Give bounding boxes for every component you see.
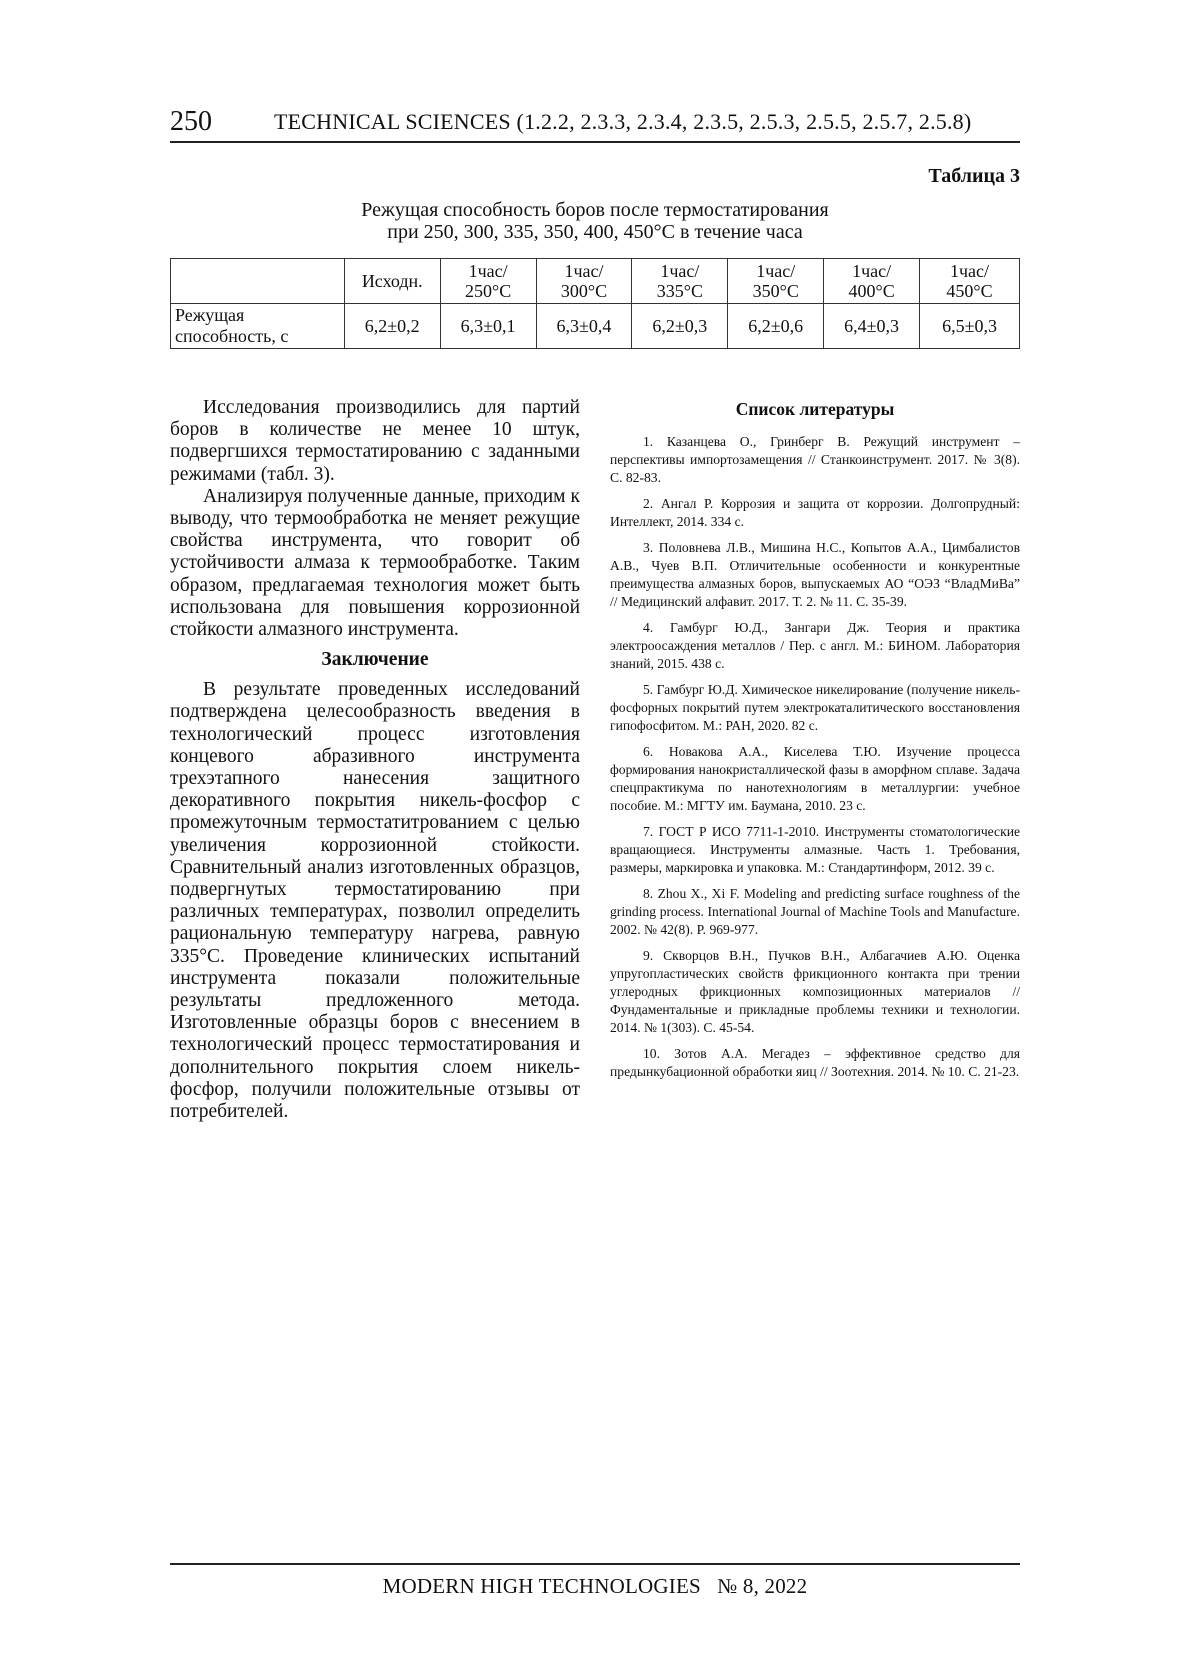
table-cell: 6,2±0,6 xyxy=(728,304,824,349)
column-header: Исходн. xyxy=(344,259,440,304)
left-column xyxy=(170,397,580,1123)
reference-item: 6. Новакова А.А., Киселева Т.Ю. Изучение процесса формирования нанокристаллической фазы в аморфном сплаве. Задача спецпрактикума по нанотехнологиям в металлургии: учебное пособие. М.: МГТУ им. Баумана, 2010. 23 с. xyxy=(610,744,1020,813)
paragraph: В результате проведенных исследований подтверждена целесообразность введения в технологический процесс изготовления концевого абразивного инструмента трехэтапного нанесения защитного декоративного покрытия никель-фосфор с промежуточным термостатитрованием с целью увеличения коррозионной стойкости. Сравнительный анализ изготовленных образцов, подвергнутых термостатированию при различных температурах, позволил определить рациональную температуру нагрева, равную 335°С. Проведение клинических испытаний инструмента показали положительные результаты предложенного метода. Изготовленные образцы боров с внесением в технологический процесс термостатирования и дополнительного покрытия слоем никель-фосфор, получили положительные отзывы от потребителей. xyxy=(170,679,580,1123)
column-header: 1час/ 250°С xyxy=(440,259,536,304)
reference-item: 10. Зотов А.А. Мегадез – эффективное средство для предынкубационной обработки яиц // Зоотехния. 2014. № 10. С. 21-23. xyxy=(610,1046,1020,1079)
row-label: Режущая способность, с xyxy=(171,304,345,349)
page-number: 250 xyxy=(170,106,212,137)
table-caption-line-1: Режущая способность боров после термостатирования xyxy=(361,199,829,221)
column-header: 1час/ 400°С xyxy=(824,259,920,304)
table-header-row xyxy=(171,259,1020,304)
reference-item: 1. Казанцева О., Гринберг В. Режущий инструмент – перспективы импортозамещения // Станкоинструмент. 2017. № 3(8). С. 82-83. xyxy=(610,434,1020,485)
running-header xyxy=(170,105,1020,143)
table-cell: 6,2±0,2 xyxy=(344,304,440,349)
reference-item: 7. ГОСТ Р ИСО 7711-1-2010. Инструменты стоматологические вращающиеся. Инструменты алмазные. Часть 1. Требования, размеры, маркировка и упаковка. М.: Стандартинформ, 2012. 39 с. xyxy=(610,824,1020,875)
table-label: Таблица 3 xyxy=(928,165,1020,187)
table-caption-line-2: при 250, 300, 335, 350, 400, 450°С в течение часа xyxy=(387,221,803,243)
table-caption xyxy=(170,199,1020,243)
column-header: 1час/ 300°С xyxy=(536,259,632,304)
paragraph: Исследования производились для партий боров в количестве не менее 10 штук, подвергшихся термостатированию с заданными режимами (табл. 3). xyxy=(170,397,580,485)
reference-item: 5. Гамбург Ю.Д. Химическое никелирование (получение никель-фосфорных покрытий путем электрокаталитического восстановления гипофосфитом. М.: РАН, 2020. 82 с. xyxy=(610,682,1020,733)
references-column xyxy=(610,397,1020,1089)
table-cell: 6,4±0,3 xyxy=(824,304,920,349)
references-heading: Список литературы xyxy=(735,399,895,419)
running-footer xyxy=(170,1563,1020,1599)
table-cell: 6,5±0,3 xyxy=(920,304,1020,349)
conclusion-heading: Заключение xyxy=(321,649,429,671)
journal-footer-title: MODERN HIGH TECHNOLOGIES № 8, 2022 xyxy=(382,1574,808,1598)
column-header: 1час/ 450°С xyxy=(920,259,1020,304)
reference-item: 9. Скворцов В.Н., Пучков В.Н., Албагачиев А.Ю. Оценка упругопластических свойств фрикционного контакта при трении углеродных фрикционных композиционных материалов // Фундаментальные и прикладные проблемы техники и технологии. 2014. № 1(303). С. 45-54. xyxy=(610,948,1020,1035)
reference-item: 8. Zhou X., Xi F. Modeling and predicting surface roughness of the grinding process. International Journal of Machine Tools and Manufacture. 2002. № 42(8). P. 969-977. xyxy=(610,886,1020,937)
journal-section-title: TECHNICAL SCIENCES (1.2.2, 2.3.3, 2.3.4, 2.3.5, 2.5.3, 2.5.5, 2.5.7, 2.5.8) xyxy=(274,109,972,134)
reference-item: 2. Ангал Р. Коррозия и защита от коррозии. Долгопрудный: Интеллект, 2014. 334 с. xyxy=(610,496,1020,529)
table-cell: 6,3±0,4 xyxy=(536,304,632,349)
column-header: 1час/ 350°С xyxy=(728,259,824,304)
reference-item: 4. Гамбург Ю.Д., Зангари Дж. Теория и практика электроосаждения металлов / Пер. с англ. М.: БИНОМ. Лаборатория знаний, 2015. 438 с. xyxy=(610,620,1020,671)
column-header: 1час/ 335°С xyxy=(632,259,728,304)
table-cell: 6,3±0,1 xyxy=(440,304,536,349)
table-corner-cell xyxy=(171,259,345,304)
paragraph: Анализируя полученные данные, приходим к выводу, что термообработка не меняет режущие свойства инструмента, что говорит об устойчивости алмаза к термообработке. Таким образом, предлагаемая технология может быть использована для повышения коррозионной стойкости алмазного инструмента. xyxy=(170,485,580,641)
reference-item: 3. Половнева Л.В., Мишина Н.С., Копытов А.А., Цимбалистов А.В., Чуев В.П. Отличительные особенности и конкурентные преимущества алмазных боров, выпускаемых АО “ОЭЗ “ВладМиВа” // Медицинский алфавит. 2017. Т. 2. № 11. С. 35-39. xyxy=(610,540,1020,609)
table-cell: 6,2±0,3 xyxy=(632,304,728,349)
cutting-ability-table xyxy=(170,258,1020,349)
table-row xyxy=(171,304,1020,349)
